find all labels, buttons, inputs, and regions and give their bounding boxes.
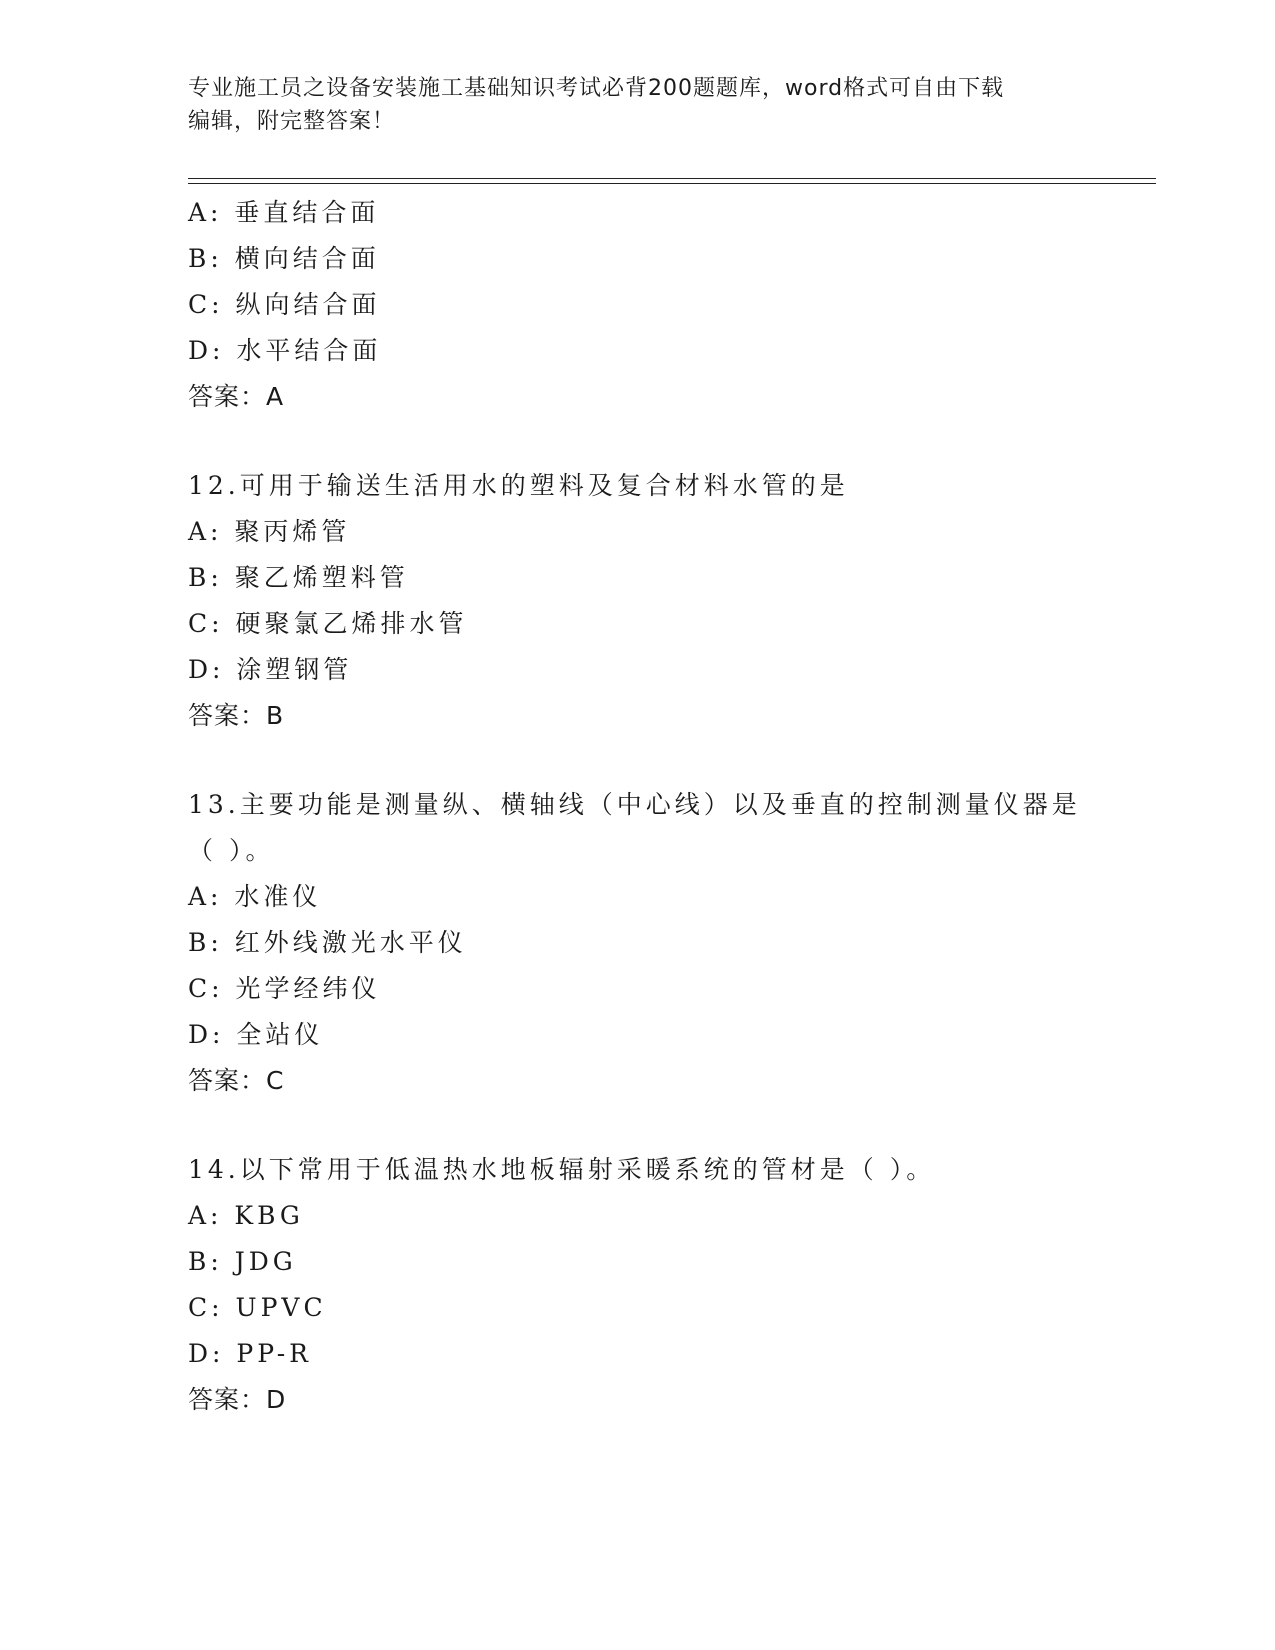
answer: 答案：C [188,1066,285,1095]
header-rule-bottom [188,183,1156,184]
question-text-line-2: （ ）。 [188,836,275,865]
option-a: A: KBG [188,1201,304,1230]
header-rule-top [188,178,1156,179]
question-text: 14.以下常用于低温热水地板辐射采暖系统的管材是（ ）。 [188,1155,936,1184]
header-line-2: 编辑，附完整答案！ [188,109,396,134]
option-a: A: 聚丙烯管 [188,517,351,546]
answer: 答案：A [188,382,285,411]
question-prev [188,190,1148,420]
option-b: B: 红外线激光水平仪 [188,928,467,957]
option-b: B: 横向结合面 [188,244,380,273]
option-a: A: 垂直结合面 [188,198,380,227]
question-12 [188,463,1148,739]
question-text-line-1: 13.主要功能是测量纵、横轴线（中心线）以及垂直的控制测量仪器是 [188,790,1081,819]
option-d: D: 全站仪 [188,1020,324,1049]
option-c: C: 光学经纬仪 [188,974,381,1003]
option-c: C: UPVC [188,1293,327,1322]
option-c: C: 硬聚氯乙烯排水管 [188,609,468,638]
answer: 答案：B [188,701,285,730]
answer: 答案：D [188,1385,287,1414]
option-a: A: 水准仪 [188,882,322,911]
option-b: B: 聚乙烯塑料管 [188,563,409,592]
question-13 [188,782,1148,1104]
question-list [188,190,1148,1423]
option-d: D: PP-R [188,1339,312,1368]
option-d: D: 涂塑钢管 [188,655,353,684]
document-header [188,72,1088,138]
option-d: D: 水平结合面 [188,336,382,365]
option-c: C: 纵向结合面 [188,290,381,319]
header-line-1: 专业施工员之设备安装施工基础知识考试必背200题题库，word格式可自由下载 [188,76,1005,101]
question-14 [188,1147,1148,1423]
option-b: B: JDG [188,1247,297,1276]
question-text: 12.可用于输送生活用水的塑料及复合材料水管的是 [188,471,849,500]
